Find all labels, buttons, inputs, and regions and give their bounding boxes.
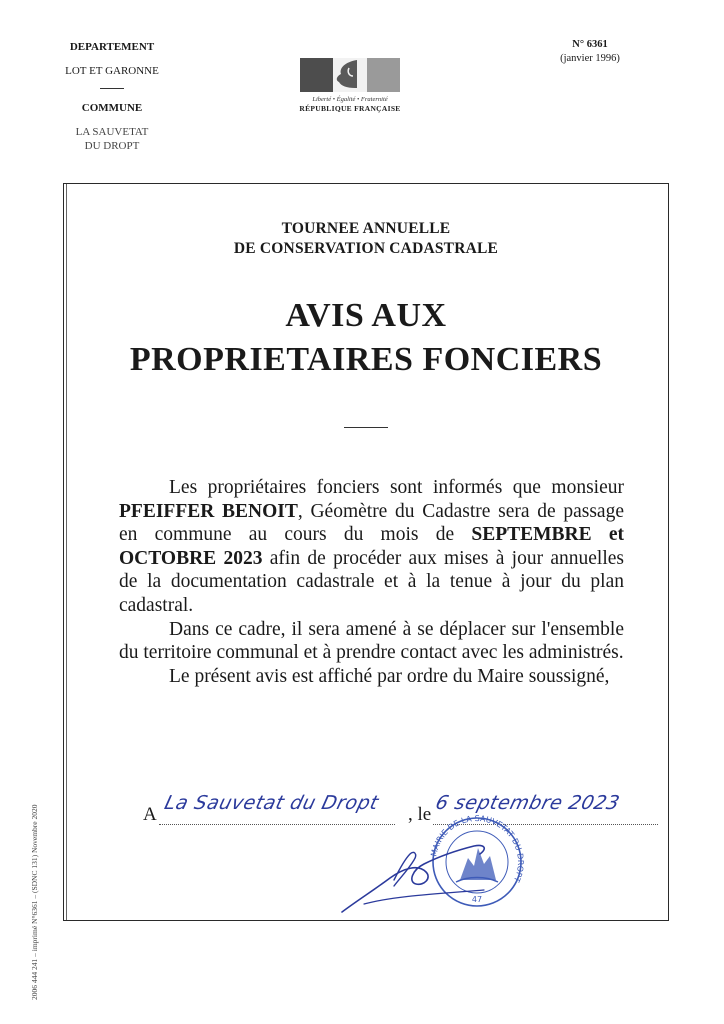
title-line1: AVIS AUX bbox=[285, 297, 447, 334]
handwritten-date: 6 septembre 2023 bbox=[433, 792, 623, 814]
notice-body bbox=[119, 476, 624, 688]
surveyor-name: PFEIFFER BENOIT bbox=[119, 500, 298, 522]
notice-title bbox=[64, 294, 668, 382]
commune-label: COMMUNE bbox=[81, 102, 143, 114]
republique-francaise-logo bbox=[298, 58, 402, 113]
subtitle-line1: TOURNEE ANNUELLE bbox=[281, 220, 451, 237]
title-divider bbox=[344, 427, 388, 428]
subtitle-line2: DE CONSERVATION CADASTRALE bbox=[233, 240, 499, 257]
emblem-label: RÉPUBLIQUE FRANÇAISE bbox=[299, 104, 401, 113]
commune-name-line2: DU DROPT bbox=[84, 140, 140, 152]
header-left bbox=[52, 40, 172, 153]
notice-frame bbox=[63, 183, 669, 921]
marianne-emblem-icon bbox=[300, 58, 400, 92]
department-name: LOT ET GARONNE bbox=[65, 65, 159, 77]
header-divider bbox=[100, 88, 124, 89]
emblem-motto: Liberté • Égalité • Fraternité bbox=[312, 96, 388, 103]
department-label: DEPARTEMENT bbox=[69, 41, 155, 53]
handwritten-place: La Sauvetat du Dropt bbox=[162, 792, 381, 814]
date-prefix: , le bbox=[408, 804, 432, 825]
form-number: N° 6361 bbox=[572, 39, 608, 50]
notice-subtitle bbox=[64, 219, 668, 259]
stamp-ring-text: MAIRIE DE LA SAUVETAT DU DROPT bbox=[429, 814, 526, 884]
side-print-reference: 2006 444 241 – imprimé N°6361 – (SDNC 131) Novembre 2020 bbox=[30, 804, 39, 1000]
paragraph-2: Dans ce cadre, il sera amené à se déplacer sur l'ensemble du territoire communal et à prendre contact avec les administrés. bbox=[119, 618, 624, 664]
commune-name-line1: LA SAUVETAT bbox=[75, 126, 149, 138]
place-prefix: A bbox=[143, 804, 157, 825]
title-line2: PROPRIETAIRES FONCIERS bbox=[129, 341, 603, 378]
stamp-number: 47 bbox=[471, 895, 483, 904]
paragraph-3: Le présent avis est affiché par ordre du Maire soussigné, bbox=[169, 665, 610, 687]
paragraph-1: Les propriétaires fonciers sont informés que monsieur PFEIFFER BENOIT, Géomètre du Cadastre sera de passage en commune au cours du mois de SEPTEMBRE et OCTOBRE 2023 afin de procéder aux mises à jour annuelles de la documentation cadastrale et à la tenue à jour du plan cadastral. bbox=[119, 477, 625, 616]
form-date: (janvier 1996) bbox=[560, 53, 620, 64]
header-right bbox=[540, 38, 640, 66]
visit-months: SEPTEMBRE et OCTOBRE 2023 bbox=[119, 524, 624, 569]
mayor-signature bbox=[334, 820, 504, 920]
